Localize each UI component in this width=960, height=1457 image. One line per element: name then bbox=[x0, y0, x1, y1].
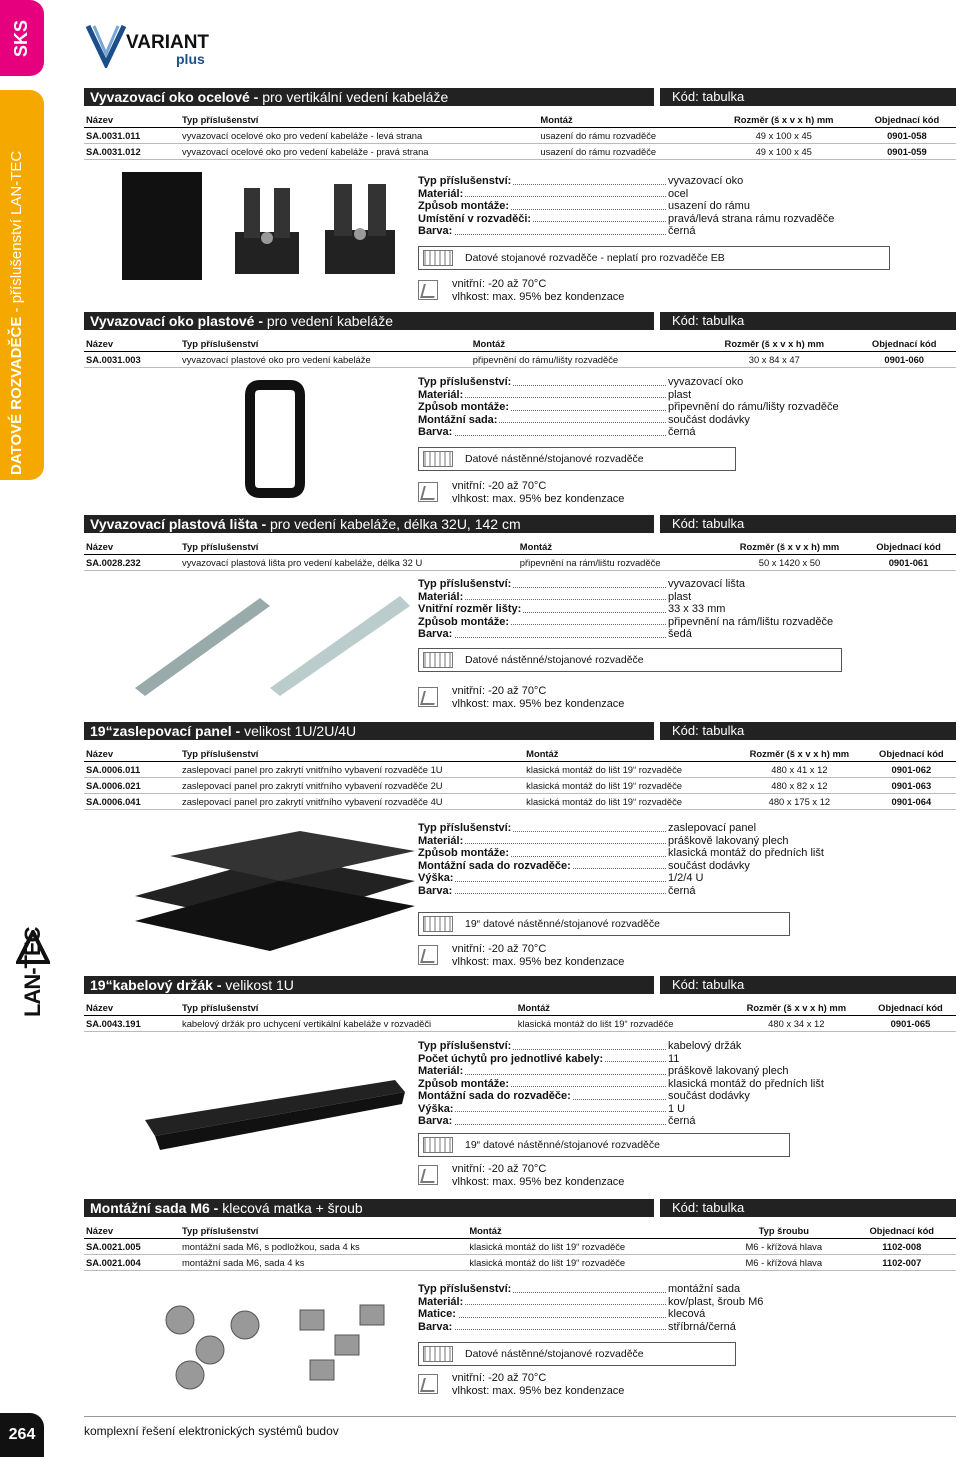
specs-list: Typ příslušenství: vyvazovací oko Materiál: plast Způsob montáže: připevnění do rámu/lišty rozvaděče Montážní sada: součást dodávky Barva: černá bbox=[418, 376, 839, 438]
kod-label: Kód: tabulka bbox=[660, 88, 956, 106]
specs-list: Typ příslušenství: vyvazovací lišta Materiál: plast Vnitřní rozměr lišty: 33 x 33 mm Způsob montáže: připevnění na rám/lištu rozvaděče Barva: šedá bbox=[418, 578, 834, 640]
kod-label: Kód: tabulka bbox=[660, 515, 956, 533]
plastic-eye-image bbox=[240, 380, 306, 498]
product-table: Název Typ příslušenství Montáž Rozměr (š x v x h) mm Objednací kód SA.0043.191 kabelový držák pro uchycení vertikální kabeláže v rozvaděči klasická montáž do lišt 19“ rozvaděče 480 x 34 x 12 0901-065 bbox=[84, 1000, 956, 1032]
section-blank-panel bbox=[84, 722, 956, 810]
screws-nuts-image bbox=[150, 1280, 410, 1400]
product-table: Název Typ příslušenství Montáž Rozměr (š x v x h) mm Objednací kód SA.0028.232 vyvazovací plastová lišta pro vedení kabeláže, délka 32 U připevnění na rám/lištu rozvaděče 50 x 1420 x 50 0901-061 bbox=[84, 539, 956, 571]
rack-icon bbox=[423, 250, 453, 266]
logo-sub: plus bbox=[176, 51, 205, 67]
environment-info: vnitřní: -20 až 70°C vlhkost: max. 95% bez kondenzace bbox=[418, 943, 624, 968]
environment-info: vnitřní: -20 až 70°C vlhkost: max. 95% bez kondenzace bbox=[418, 480, 624, 505]
section-title: Vyvazovací oko ocelové - pro vertikální vedení kabeláže bbox=[84, 88, 654, 106]
product-table: Název Typ příslušenství Montáž Rozměr (š x v x h) mm Objednací kód SA.0031.011 vyvazovací ocelové oko pro vedení kabeláže - levá strana usazení do rámu rozvaděče 49 x 100 x 45 0901-058 SA.0031.012 vyvazovací ocelové oko pro vedení kabeláže - pravá strana usazení do rámu rozvaděče 49 x 100 x 45 0901-059 bbox=[84, 112, 956, 160]
kod-label: Kód: tabulka bbox=[660, 1199, 956, 1217]
table-row: SA.0021.004 montážní sada M6, sada 4 ks klasická montáž do lišt 19“ rozvaděče M6 - křížová hlava 1102-007 bbox=[84, 1255, 956, 1271]
compatibility-box: Datové nástěnné/stojanové rozvaděče bbox=[418, 447, 736, 471]
table-row: SA.0006.011 zaslepovací panel pro zakrytí vnitřního vybavení rozvaděče 1U klasická montáž do lišt 19“ rozvaděče 480 x 41 x 12 0901-062 bbox=[84, 762, 956, 778]
specs-list: Typ příslušenství: vyvazovací oko Materiál: ocel Způsob montáže: usazení do rámu Umístění v rozvaděči: pravá/levá strana rámu rozvaděče Barva: černá bbox=[418, 175, 835, 237]
sks-tab: SKS bbox=[0, 0, 44, 76]
section-plastic-rail bbox=[84, 515, 956, 571]
thermometer-icon bbox=[418, 945, 438, 965]
compatibility-box: Datové stojanové rozvaděče - neplatí pro rozvaděče EB bbox=[418, 246, 890, 270]
rack-icon bbox=[423, 1346, 453, 1362]
environment-info: vnitřní: -20 až 70°C vlhkost: max. 95% bez kondenzace bbox=[418, 1372, 624, 1397]
cable-holder-image bbox=[140, 1070, 410, 1160]
table-row: SA.0031.011 vyvazovací ocelové oko pro vedení kabeláže - levá strana usazení do rámu rozvaděče 49 x 100 x 45 0901-058 bbox=[84, 128, 956, 144]
blank-panel-image bbox=[130, 826, 420, 956]
section-cable-holder bbox=[84, 976, 956, 1032]
table-row: SA.0031.012 vyvazovací ocelové oko pro vedení kabeláže - pravá strana usazení do rámu rozvaděče 49 x 100 x 45 0901-059 bbox=[84, 144, 956, 160]
thermometer-icon bbox=[418, 482, 438, 502]
category-tab: DATOVÉ ROZVADĚČE - příslušenství LAN-TEC bbox=[0, 90, 44, 480]
rack-icon bbox=[423, 451, 453, 467]
environment-info: vnitřní: -20 až 70°C vlhkost: max. 95% bez kondenzace bbox=[418, 685, 624, 710]
product-table: Název Typ příslušenství Montáž Rozměr (š x v x h) mm Objednací kód SA.0006.011 zaslepovací panel pro zakrytí vnitřního vybavení rozvaděče 1U klasická montáž do lišt 19“ rozvaděče 480 x 41 x 12 0901-062 SA.0006.021 zaslepovací panel pro zakrytí vnitřního vybavení rozvaděče 2U klasická montáž do lišt 19“ rozvaděče 480 x 82 x 12 0901-063 SA.0006.041 zaslepovací panel pro zakrytí vnitřního vybavení rozvaděče 4U klasická montáž do lišt 19“ rozvaděče 480 x 175 x 12 0901-064 bbox=[84, 746, 956, 810]
section-title: Vyvazovací plastová lišta - pro vedení kabeláže, délka 32U, 142 cm bbox=[84, 515, 654, 533]
page-number: 264 bbox=[0, 1413, 44, 1457]
rack-icon bbox=[423, 652, 453, 668]
section-title: 19“zaslepovací panel - velikost 1U/2U/4U bbox=[84, 722, 654, 740]
specs-list: Typ příslušenství: montážní sada Materiál: kov/plast, šroub M6 Matice: klecová Barva: stříbrná/černá bbox=[418, 1283, 764, 1333]
section-steel-eye bbox=[84, 88, 956, 160]
variant-plus-logo bbox=[84, 20, 224, 68]
footer-text: komplexní řešení elektronických systémů budov bbox=[84, 1424, 339, 1438]
kod-label: Kód: tabulka bbox=[660, 722, 956, 740]
kod-label: Kód: tabulka bbox=[660, 976, 956, 994]
table-row: SA.0021.005 montážní sada M6, s podložkou, sada 4 ks klasická montáž do lišt 19“ rozvaděče M6 - křížová hlava 1102-008 bbox=[84, 1239, 956, 1255]
section-title: Montážní sada M6 - klecová matka + šroub bbox=[84, 1199, 654, 1217]
steel-eye-left-image bbox=[230, 182, 304, 278]
section-mounting-set bbox=[84, 1199, 956, 1271]
table-row: SA.0028.232 vyvazovací plastová lišta pro vedení kabeláže, délka 32 U připevnění na rám/lištu rozvaděče 50 x 1420 x 50 0901-061 bbox=[84, 555, 956, 571]
lantec-logo: LAN-TEC bbox=[14, 925, 58, 1035]
rack-icon bbox=[423, 916, 453, 932]
section-title: Vyvazovací oko plastové - pro vedení kabeláže bbox=[84, 312, 654, 330]
footer-line bbox=[84, 1416, 956, 1417]
thermometer-icon bbox=[418, 1165, 438, 1185]
thermometer-icon bbox=[418, 280, 438, 300]
thermometer-icon bbox=[418, 1374, 438, 1394]
plastic-rail-image bbox=[130, 588, 410, 698]
table-row: SA.0006.041 zaslepovací panel pro zakrytí vnitřního vybavení rozvaděče 4U klasická montáž do lišt 19“ rozvaděče 480 x 175 x 12 0901-064 bbox=[84, 794, 956, 810]
logo-name: VARIANT bbox=[126, 32, 210, 53]
compatibility-box: Datové nástěnné/stojanové rozvaděče bbox=[418, 1342, 736, 1366]
section-plastic-eye bbox=[84, 312, 956, 368]
specs-list: Typ příslušenství: kabelový držák Počet úchytů pro jednotlivé kabely: 11 Materiál: práškově lakovaný plech Způsob montáže: klasická montáž do předních lišt Montážní sada do rozvaděče: součást dodávky Výška: 1 U Barva: černá bbox=[418, 1040, 824, 1127]
specs-list: Typ příslušenství: zaslepovací panel Materiál: práškově lakovaný plech Způsob montáže: klasická montáž do předních lišt Montážní sada do rozvaděče: součást dodávky Výška: 1/2/4 U Barva: černá bbox=[418, 822, 824, 897]
product-table: Název Typ příslušenství Montáž Typ šroubu Objednací kód SA.0021.005 montážní sada M6, s podložkou, sada 4 ks klasická montáž do lišt 19“ rozvaděče M6 - křížová hlava 1102-008 SA.0021.004 montážní sada M6, sada 4 ks klasická montáž do lišt 19“ rozvaděče M6 - křížová hlava 1102-007 bbox=[84, 1223, 956, 1271]
product-table: Název Typ příslušenství Montáž Rozměr (š x v x h) mm Objednací kód SA.0031.003 vyvazovací plastové oko pro vedení kabeláže připevnění do rámu/lišty rozvaděče 30 x 84 x 47 0901-060 bbox=[84, 336, 956, 368]
compatibility-box: 19“ datové nástěnné/stojanové rozvaděče bbox=[418, 1133, 790, 1157]
thermometer-icon bbox=[418, 687, 438, 707]
environment-info: vnitřní: -20 až 70°C vlhkost: max. 95% bez kondenzace bbox=[418, 278, 624, 303]
rack-icon bbox=[423, 1137, 453, 1153]
table-row: SA.0031.003 vyvazovací plastové oko pro vedení kabeláže připevnění do rámu/lišty rozvaděče 30 x 84 x 47 0901-060 bbox=[84, 352, 956, 368]
steel-eye-right-image bbox=[320, 178, 400, 278]
table-row: SA.0043.191 kabelový držák pro uchycení vertikální kabeláže v rozvaděči klasická montáž do lišt 19“ rozvaděče 480 x 34 x 12 0901-065 bbox=[84, 1016, 956, 1032]
section-title: 19“kabelový držák - velikost 1U bbox=[84, 976, 654, 994]
table-row: SA.0006.021 zaslepovací panel pro zakrytí vnitřního vybavení rozvaděče 2U klasická montáž do lišt 19“ rozvaděče 480 x 82 x 12 0901-063 bbox=[84, 778, 956, 794]
steel-rail-image bbox=[122, 172, 202, 280]
compatibility-box: 19“ datové nástěnné/stojanové rozvaděče bbox=[418, 912, 790, 936]
compatibility-box: Datové nástěnné/stojanové rozvaděče bbox=[418, 648, 842, 672]
kod-label: Kód: tabulka bbox=[660, 312, 956, 330]
environment-info: vnitřní: -20 až 70°C vlhkost: max. 95% bez kondenzace bbox=[418, 1163, 624, 1188]
